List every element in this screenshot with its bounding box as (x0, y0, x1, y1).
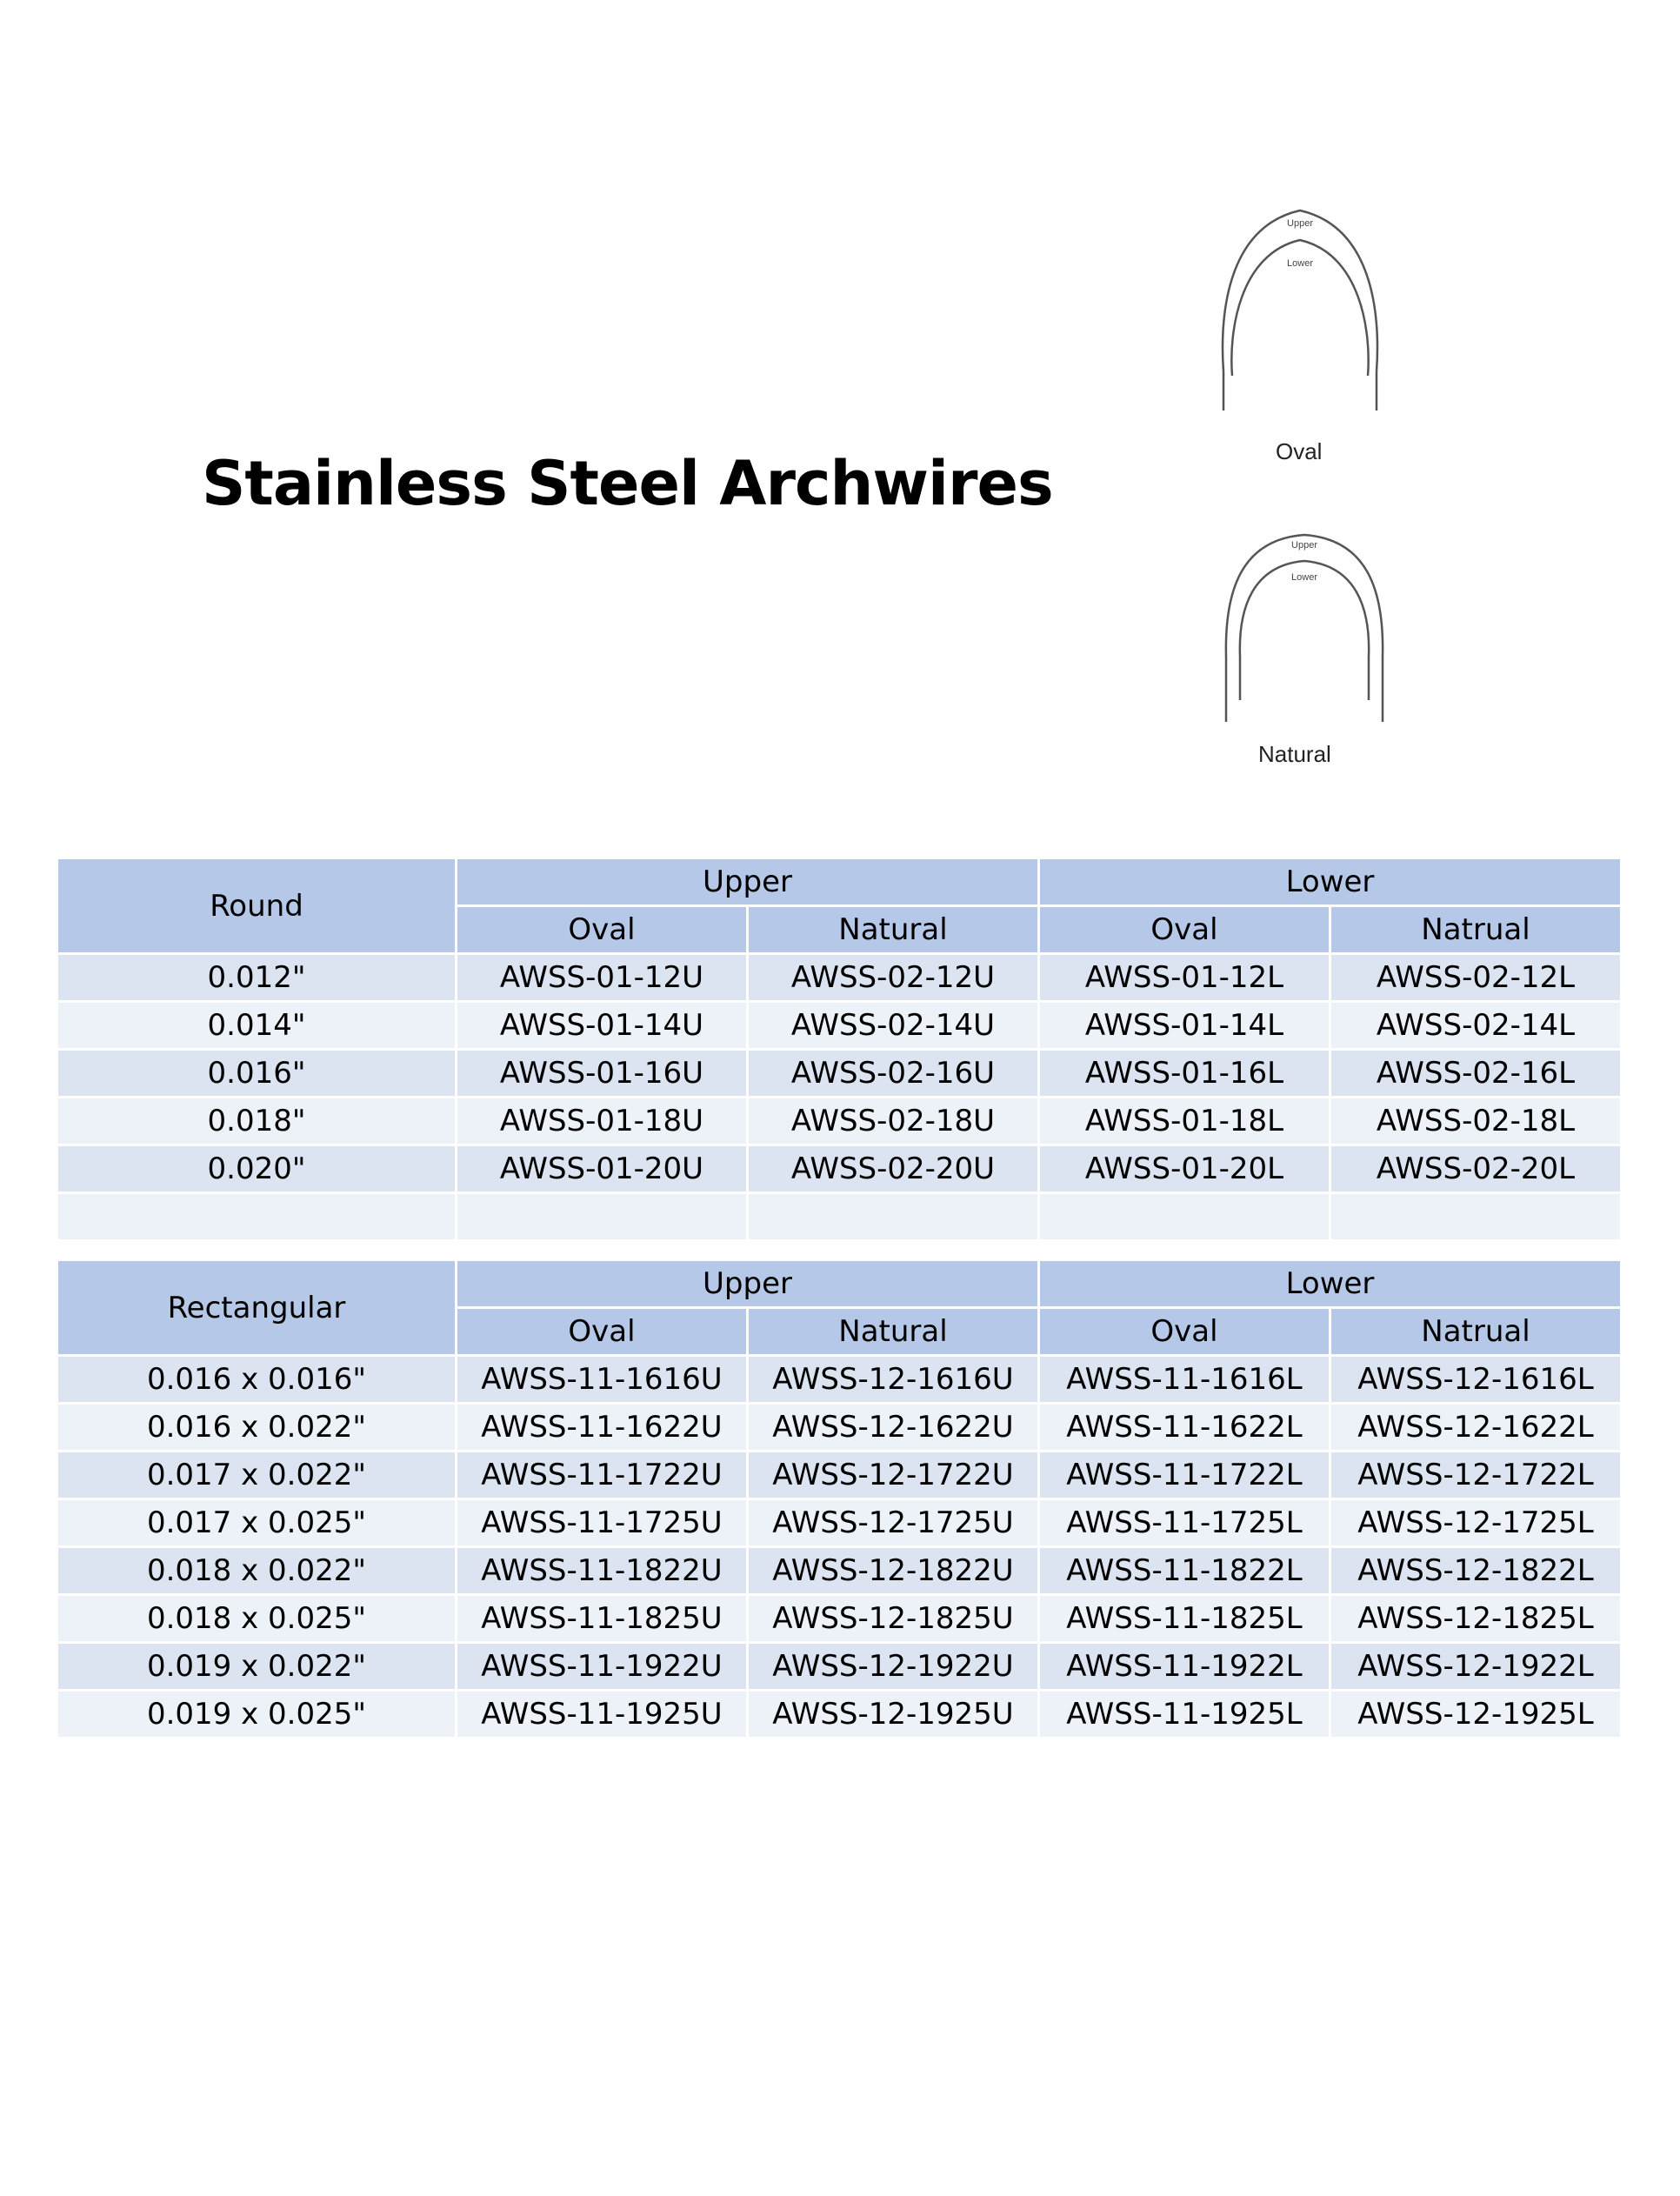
oval-lower-label: Lower (1287, 258, 1313, 269)
part-number-cell: AWSS-12-1616L (1331, 1357, 1620, 1402)
round-header-row (58, 859, 1620, 904)
table-row (58, 955, 1620, 1000)
empty-cell (1331, 1194, 1620, 1239)
table-row (58, 1596, 1620, 1641)
natural-lower-label: Lower (1291, 572, 1317, 583)
round-row-header: Round (58, 859, 455, 952)
empty-cell (58, 1194, 455, 1239)
part-number-cell: AWSS-11-1922L (1040, 1644, 1329, 1689)
natural-caption: Natural (1258, 741, 1331, 767)
part-number-cell: AWSS-02-20U (749, 1146, 1037, 1191)
part-number-cell: AWSS-01-16U (457, 1051, 746, 1096)
round-upper-header: Upper (457, 859, 1037, 904)
natural-archwire-diagram (1217, 526, 1391, 726)
round-subheader-upper-oval: Oval (457, 907, 746, 952)
part-number-cell: AWSS-11-1822L (1040, 1548, 1329, 1593)
part-number-cell: AWSS-01-12U (457, 955, 746, 1000)
round-subheader-upper-natural: Natural (749, 907, 1037, 952)
part-number-cell: AWSS-11-1722U (457, 1452, 746, 1498)
size-cell: 0.018 x 0.025" (58, 1596, 455, 1641)
part-number-cell: AWSS-12-1622U (749, 1405, 1037, 1450)
size-cell: 0.016 x 0.016" (58, 1357, 455, 1402)
oval-caption: Oval (1276, 438, 1323, 464)
page-title: Stainless Steel Archwires (202, 448, 1053, 519)
part-number-cell: AWSS-02-18L (1331, 1098, 1620, 1144)
part-number-cell: AWSS-12-1822L (1331, 1548, 1620, 1593)
part-number-cell: AWSS-02-20L (1331, 1146, 1620, 1191)
part-number-cell: AWSS-01-14L (1040, 1003, 1329, 1048)
round-lower-header: Lower (1040, 859, 1620, 904)
round-subheader-lower-oval: Oval (1040, 907, 1329, 952)
part-number-cell: AWSS-12-1822U (749, 1548, 1037, 1593)
part-number-cell: AWSS-11-1825U (457, 1596, 746, 1641)
part-number-cell: AWSS-01-18U (457, 1098, 746, 1144)
part-number-cell: AWSS-12-1722U (749, 1452, 1037, 1498)
size-cell: 0.017 x 0.025" (58, 1500, 455, 1545)
part-number-cell: AWSS-11-1922U (457, 1644, 746, 1689)
part-number-cell: AWSS-11-1825L (1040, 1596, 1329, 1641)
round-subheader-lower-natural: Natrual (1331, 907, 1620, 952)
table-row (58, 1692, 1620, 1737)
size-cell: 0.016 x 0.022" (58, 1405, 455, 1450)
part-number-cell: AWSS-12-1825L (1331, 1596, 1620, 1641)
table-row (58, 1357, 1620, 1402)
part-number-cell: AWSS-12-1722L (1331, 1452, 1620, 1498)
rect-header-row (58, 1261, 1620, 1306)
part-number-cell: AWSS-12-1725U (749, 1500, 1037, 1545)
natural-upper-label: Upper (1291, 540, 1317, 551)
part-number-cell: AWSS-11-1725L (1040, 1500, 1329, 1545)
rect-subheader-upper-oval: Oval (457, 1309, 746, 1354)
part-number-cell: AWSS-02-18U (749, 1098, 1037, 1144)
part-number-cell: AWSS-02-12U (749, 955, 1037, 1000)
part-number-cell: AWSS-12-1616U (749, 1357, 1037, 1402)
size-cell: 0.012" (58, 955, 455, 1000)
empty-cell (749, 1194, 1037, 1239)
oval-upper-label: Upper (1287, 218, 1313, 229)
rect-subheader-upper-natural: Natural (749, 1309, 1037, 1354)
table-row (58, 1098, 1620, 1144)
part-number-cell: AWSS-02-14L (1331, 1003, 1620, 1048)
table-row (58, 1003, 1620, 1048)
rect-lower-header: Lower (1040, 1261, 1620, 1306)
empty-cell (457, 1194, 746, 1239)
part-number-cell: AWSS-02-16L (1331, 1051, 1620, 1096)
part-number-cell: AWSS-11-1822U (457, 1548, 746, 1593)
part-number-cell: AWSS-01-20U (457, 1146, 746, 1191)
part-number-cell: AWSS-01-18L (1040, 1098, 1329, 1144)
empty-cell (1040, 1194, 1329, 1239)
size-cell: 0.018" (58, 1098, 455, 1144)
size-cell: 0.019 x 0.025" (58, 1692, 455, 1737)
table-row (58, 1500, 1620, 1545)
size-cell: 0.019 x 0.022" (58, 1644, 455, 1689)
size-cell: 0.018 x 0.022" (58, 1548, 455, 1593)
part-number-cell: AWSS-11-1925U (457, 1692, 746, 1737)
table-row (58, 1644, 1620, 1689)
rectangular-archwires-table (56, 1258, 1623, 1739)
oval-archwire-diagram (1213, 202, 1387, 419)
empty-table-row (58, 1194, 1620, 1239)
size-cell: 0.016" (58, 1051, 455, 1096)
part-number-cell: AWSS-01-12L (1040, 955, 1329, 1000)
size-cell: 0.014" (58, 1003, 455, 1048)
table-row (58, 1146, 1620, 1191)
part-number-cell: AWSS-01-16L (1040, 1051, 1329, 1096)
table-row (58, 1548, 1620, 1593)
size-cell: 0.020" (58, 1146, 455, 1191)
part-number-cell: AWSS-11-1725U (457, 1500, 746, 1545)
part-number-cell: AWSS-02-16U (749, 1051, 1037, 1096)
part-number-cell: AWSS-11-1616L (1040, 1357, 1329, 1402)
part-number-cell: AWSS-11-1616U (457, 1357, 746, 1402)
rect-row-header: Rectangular (58, 1261, 455, 1354)
round-archwires-table (56, 857, 1623, 1242)
part-number-cell: AWSS-02-14U (749, 1003, 1037, 1048)
part-number-cell: AWSS-12-1925L (1331, 1692, 1620, 1737)
part-number-cell: AWSS-12-1925U (749, 1692, 1037, 1737)
part-number-cell: AWSS-12-1922L (1331, 1644, 1620, 1689)
table-row (58, 1452, 1620, 1498)
rect-upper-header: Upper (457, 1261, 1037, 1306)
part-number-cell: AWSS-11-1925L (1040, 1692, 1329, 1737)
rect-subheader-lower-oval: Oval (1040, 1309, 1329, 1354)
part-number-cell: AWSS-02-12L (1331, 955, 1620, 1000)
table-row (58, 1405, 1620, 1450)
part-number-cell: AWSS-12-1825U (749, 1596, 1037, 1641)
rect-subheader-lower-natural: Natrual (1331, 1309, 1620, 1354)
part-number-cell: AWSS-11-1622L (1040, 1405, 1329, 1450)
part-number-cell: AWSS-11-1622U (457, 1405, 746, 1450)
part-number-cell: AWSS-12-1622L (1331, 1405, 1620, 1450)
table-row (58, 1051, 1620, 1096)
part-number-cell: AWSS-12-1725L (1331, 1500, 1620, 1545)
size-cell: 0.017 x 0.022" (58, 1452, 455, 1498)
part-number-cell: AWSS-12-1922U (749, 1644, 1037, 1689)
part-number-cell: AWSS-11-1722L (1040, 1452, 1329, 1498)
part-number-cell: AWSS-01-14U (457, 1003, 746, 1048)
part-number-cell: AWSS-01-20L (1040, 1146, 1329, 1191)
